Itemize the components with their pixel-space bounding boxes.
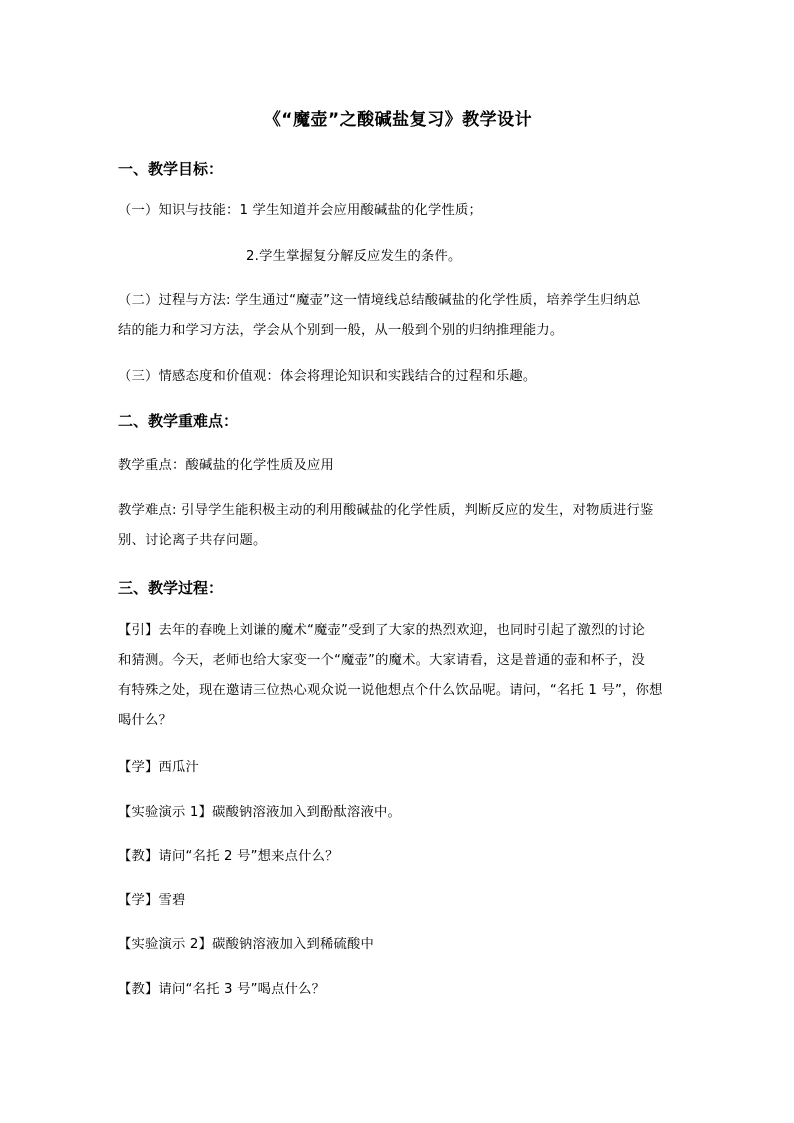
text-line: 【教】请问“名托 2 号”想来点什么？ bbox=[118, 849, 339, 864]
objective-process bbox=[118, 286, 678, 346]
text-line: （三）情感态度和价值观：体会将理论知识和实践结合的过程和乐趣。 bbox=[118, 369, 537, 384]
section-heading-process: 三、教学过程： bbox=[118, 579, 224, 597]
teacher-question-2 bbox=[118, 842, 678, 872]
key-point bbox=[118, 451, 678, 481]
text-line: （一）知识与技能：1 学生知道并会应用酸碱盐的化学性质； bbox=[118, 203, 483, 218]
text-line: 【实验演示 1】碳酸钠溶液加入到酚酞溶液中。 bbox=[118, 805, 402, 820]
student-answer-1 bbox=[118, 753, 678, 783]
experiment-demo-1 bbox=[118, 798, 678, 828]
experiment-demo-2 bbox=[118, 930, 678, 960]
student-answer-2 bbox=[118, 886, 678, 916]
process-intro bbox=[118, 616, 678, 736]
text-line: 【学】雪碧 bbox=[118, 893, 186, 908]
section-heading-key-points: 二、教学重难点： bbox=[118, 412, 239, 430]
objective-knowledge-2 bbox=[118, 242, 678, 272]
text-line: 教学重点：酸碱盐的化学性质及应用 bbox=[118, 458, 334, 473]
text-line: 喝什么？ bbox=[118, 713, 172, 728]
text-line: 和猜测。今天，老师也给大家变一个“魔壶”的魔术。大家请看，这是普通的壶和杯子，没 bbox=[118, 653, 646, 668]
text-line: 教学难点: 引导学生能积极主动的利用酸碱盐的化学性质，判断反应的发生，对物质进行鉴 bbox=[118, 503, 654, 518]
text-line: 【引】去年的春晚上刘谦的魔术“魔壶”受到了大家的热烈欢迎，也同时引起了激烈的讨论 bbox=[118, 623, 646, 638]
text-line: 【实验演示 2】碳酸钠溶液加入到稀硫酸中 bbox=[118, 937, 375, 952]
objective-knowledge bbox=[118, 196, 678, 226]
teacher-question-3 bbox=[118, 975, 678, 1005]
text-line: 结的能力和学习方法，学会从个别到一般，从一般到个别的归纳推理能力。 bbox=[118, 323, 564, 338]
text-line: 【学】西瓜汁 bbox=[118, 760, 199, 775]
text-line: 2.学生掌握复分解反应发生的条件。 bbox=[246, 249, 462, 264]
text-line: 有特殊之处，现在邀请三位热心观众说一说他想点个什么饮品呢。请问，“名托 1 号”，你想 bbox=[118, 683, 663, 698]
section-heading-objectives: 一、教学目标： bbox=[118, 160, 224, 178]
text-line: 别、讨论离子共存问题。 bbox=[118, 533, 267, 548]
difficult-point bbox=[118, 496, 678, 556]
document-title: 《“魔壶”之酸碱盐复习》教学设计 bbox=[263, 110, 533, 130]
objective-attitude bbox=[118, 362, 678, 392]
text-line: （二）过程与方法: 学生通过“魔壶”这一情境线总结酸碱盐的化学性质，培养学生归纳总 bbox=[118, 293, 641, 308]
text-line: 【教】请问“名托 3 号”喝点什么？ bbox=[118, 982, 326, 997]
